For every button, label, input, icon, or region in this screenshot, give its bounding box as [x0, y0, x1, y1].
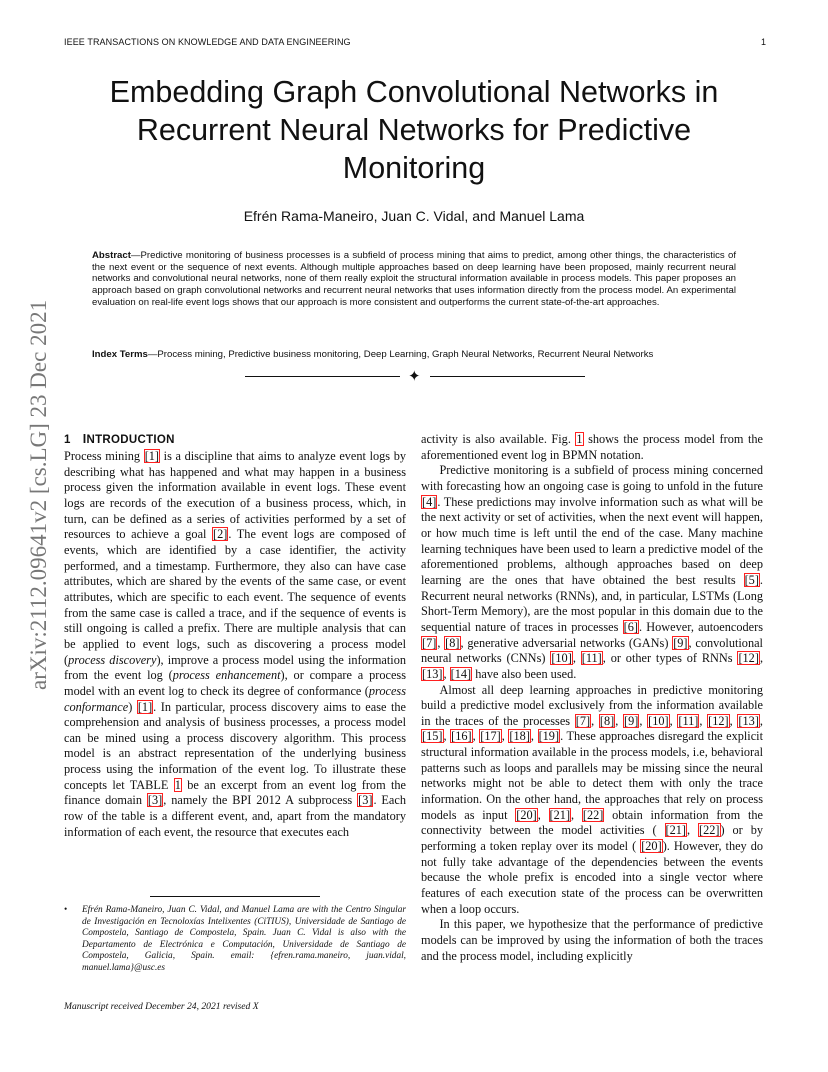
citation-link[interactable]: [8] [599, 713, 615, 728]
body-text: , [699, 713, 708, 728]
body-text: , [443, 729, 451, 744]
body-text: , [443, 666, 450, 681]
body-text: Process mining [64, 449, 144, 463]
body-text: . However, autoencoders [638, 619, 764, 634]
body-text: , [501, 729, 509, 744]
index-terms-text: —Process mining, Predictive business monitoring, Deep Learning, Graph Neural Networks, Recurrent Neural Networks [147, 349, 654, 360]
body-text: , namely the BPI 2012 A subprocess [163, 793, 358, 808]
footnote-bullet: • [64, 905, 68, 915]
body-text: . These approaches disregard the explicit structural information available in the process models, i.e, behavioral patterns such as loops and parallels may be missing since the neural networks might not be able to detect them with only the trace information. On the other hand, the approaches that rely on process models as input [421, 729, 764, 822]
citation-link[interactable]: [15] [422, 729, 443, 744]
body-text: Predictive monitoring is a subfield of process mining concerned with forecasting how an ongoing case is going to unfold in the future [421, 463, 763, 493]
citation-link[interactable]: [10] [551, 651, 572, 666]
citation-link[interactable]: [9] [623, 713, 639, 728]
body-text: is a discipline that aims to analyze event logs by describing what has happened and what may happen in a business process given the information available in event logs. These event logs are records of the execution of a business process, which, in turn, can be defined as a series of activities performed by a set of resources to achieve a goal [64, 449, 407, 542]
citation-link[interactable]: [14] [450, 666, 472, 681]
body-text: , or other types of RNNs [602, 651, 738, 666]
body-text: ). However, they do not fully take advantage of the dependencies between the events because the whole prefix is encoded into a single vector where features of each execution state of the process can be overwritten when a loop occurs. [421, 839, 763, 916]
abstract [92, 250, 736, 309]
abstract-text: —Predictive monitoring of business processes is a subfield of process mining that aims to predict, among other things, the characteristics of the next event or the sequence of next events. Although multiple approaches based on deep learning have been proposed, mainly recurrent neural networks and convolutional neural networks, none of them really exploit the structural information available in process models. This paper proposes an approach based on graph convolutional networks and recurrent neural networks that uses information directly from the process model. An experimental evaluation on real-life event logs shows that our approach is more consistent and outperforms the current state-of-the-art approaches. [92, 250, 736, 308]
body-text: , [437, 635, 445, 650]
body-text: Almost all deep learning approaches in predictive monitoring build a predictive model exclusively from the information available in the traces of the processes [421, 682, 763, 728]
body-text: ), improve a process model using the information from the event log ( [64, 652, 407, 683]
footnote-rule [150, 896, 320, 897]
body-text: activity is also available. Fig. [421, 432, 576, 446]
body-text: , [571, 807, 582, 822]
body-text: ) [128, 699, 137, 714]
body-text: , [669, 713, 678, 728]
footnote-text: Efrén Rama-Maneiro, Juan C. Vidal, and Manuel Lama are with the Centro Singular de Investigación en Tecnoloxías Intelixentes (CiTIUS), Universidade de Santiago de Compostela, Santiago de Compostela, Spain. Juan C. Vidal is also with the Departamento de Electrónica e Computación, Universidade de Santiago de Compostela, Galicia, Spain. email: {efren.rama.maneiro, juan.vidal, manuel.lama}@usc.es [82, 905, 406, 973]
citation-link[interactable]: [10] [648, 713, 669, 728]
body-text: obtain information from the connectivity between the model activities ( [421, 807, 763, 838]
citation-link[interactable]: [19] [538, 729, 560, 744]
left-column-text [64, 449, 406, 840]
citation-link[interactable]: [1] [137, 699, 153, 714]
body-text: , [759, 713, 763, 728]
citation-link[interactable]: [3] [358, 793, 373, 808]
body-text: . These predictions may involve information such as what will be the next activity or set of activities, when the next event will happen, or how much time is left until the end of the case. Many machine learning techniques have been used to learn a predictive model of the aforementioned problems, although approaches based on deep learning are the ones that have obtained the best results [421, 494, 763, 587]
citation-link[interactable]: [11] [678, 713, 699, 728]
citation-link[interactable]: [13] [738, 713, 759, 728]
citation-link[interactable]: [16] [451, 729, 472, 744]
citation-link[interactable]: [21] [665, 823, 687, 838]
running-head: IEEE TRANSACTIONS ON KNOWLEDGE AND DATA ENGINEERING [64, 37, 351, 47]
body-text: , [572, 651, 581, 666]
body-text: be an excerpt from an event log from the finance domain [64, 777, 407, 808]
divider-star-icon: ✦ [408, 369, 421, 385]
abstract-label: Abstract [92, 250, 131, 261]
emphasized-term: process enhancement [172, 668, 281, 683]
emphasized-term: process discovery [68, 652, 157, 667]
index-terms [92, 349, 736, 361]
citation-link[interactable]: [3] [147, 793, 163, 808]
paragraph [421, 917, 763, 964]
citation-link[interactable]: [18] [509, 729, 530, 744]
body-text: , generative adversarial networks (GANs) [460, 635, 673, 650]
citation-link[interactable]: [4] [422, 494, 437, 509]
body-text: . Recurrent neural networks (RNNs), and, in particular, LSTMs (Long Short-Term Memory), are the most popular in this domain due to the sequential nature of traces in processes [421, 572, 763, 634]
manuscript-note: Manuscript received December 24, 2021 revised X [64, 1001, 259, 1012]
paragraph [64, 449, 406, 840]
citation-link[interactable]: [9] [673, 635, 688, 650]
citation-link[interactable]: [17] [480, 729, 501, 744]
citation-link[interactable]: [20] [641, 839, 662, 854]
body-text: , [537, 807, 549, 822]
citation-link[interactable]: [21] [549, 807, 571, 822]
body-text: ) or by performing a token replay over its model ( [421, 823, 763, 854]
body-text: . In particular, process discovery aims to ease the comprehension and analysis of business processes, a process model can be mined using a process discovery algorithm. This process model is an abstract representation of the underlying business process using the information of the event log. To illustrate these concepts let TABLE [64, 699, 407, 792]
arxiv-identifier-stamp: arXiv:2112.09641v2 [cs.LG] 23 Dec 2021 [26, 299, 51, 690]
paragraph [421, 683, 763, 918]
index-terms-label: Index Terms [92, 349, 148, 360]
body-text: . Each row of the table is a different event, and, apart from the mandatory information of each event, the resource that executes each [64, 793, 406, 839]
section-title-initial: I [82, 432, 87, 446]
page-number: 1 [760, 37, 766, 47]
section-number: 1 [64, 434, 71, 446]
citation-link[interactable]: [7] [422, 635, 437, 650]
body-text: , [729, 713, 738, 728]
body-text: , [530, 729, 538, 744]
citation-link[interactable]: [1] [144, 449, 160, 463]
body-text: , [687, 823, 699, 838]
citation-link[interactable]: [5] [744, 572, 759, 587]
citation-link[interactable]: [6] [623, 619, 638, 634]
body-text: In this paper, we hypothesize that the performance of predictive models can be improved by using the information of both the traces and the process model, including explicitly [421, 917, 763, 963]
citation-link[interactable]: [12] [738, 651, 759, 666]
paragraph [421, 463, 763, 682]
body-text: , [759, 651, 764, 666]
paragraph [421, 432, 763, 463]
body-text: have also been used. [472, 666, 577, 681]
paper-title: Embedding Graph Convolutional Networks in Recurrent Neural Networks for Predictive Monitoring [109, 75, 719, 185]
citation-link[interactable]: [8] [445, 635, 460, 650]
divider-line-right [430, 376, 585, 377]
citation-link[interactable]: 1 [174, 777, 181, 792]
section-divider [245, 370, 585, 384]
citation-link[interactable]: [11] [581, 651, 602, 666]
citation-link[interactable]: [12] [708, 713, 729, 728]
body-text: shows the process model from the aforementioned event log in BPMN notation. [421, 432, 763, 462]
author-list: Efrén Rama-Maneiro, Juan C. Vidal, and Manuel Lama [243, 208, 585, 224]
citation-link[interactable]: [22] [582, 807, 604, 822]
divider-line-left [245, 376, 400, 377]
citation-link[interactable]: 1 [576, 432, 583, 446]
body-text: , [472, 729, 480, 744]
body-text: , [591, 713, 599, 728]
body-text: , [639, 713, 648, 728]
right-column-text [421, 432, 763, 964]
citation-link[interactable]: [13] [422, 666, 443, 681]
citation-link[interactable]: [2] [213, 527, 228, 542]
citation-link[interactable]: [7] [575, 713, 591, 728]
section-title-rest: NTRODUCTION [86, 434, 175, 446]
body-text: . The event logs are composed of events, which are identified by a case identifier, the activity performed, and a timestamp. Furthermore, they also can have case attributes, which are shared by the events of the same case, or event attributes, which are specific to each event. The sequence of events from the same case is called a trace, and if the sequence of events is still ongoing is called a prefix. There are multiple analysis that can be applied to event logs, such as discovering a process model ( [64, 527, 406, 667]
author-affiliation-footnote [64, 905, 406, 975]
body-text: ), or compare a process model with an event log to check its degree of conformance ( [64, 668, 406, 698]
emphasized-term: process conformance [64, 683, 406, 714]
citation-link[interactable]: [22] [699, 823, 720, 838]
section-heading-introduction [64, 432, 175, 446]
citation-link[interactable]: [20] [516, 807, 537, 822]
body-text: , convolutional neural networks (CNNs) [421, 635, 763, 666]
body-text: , [615, 713, 623, 728]
